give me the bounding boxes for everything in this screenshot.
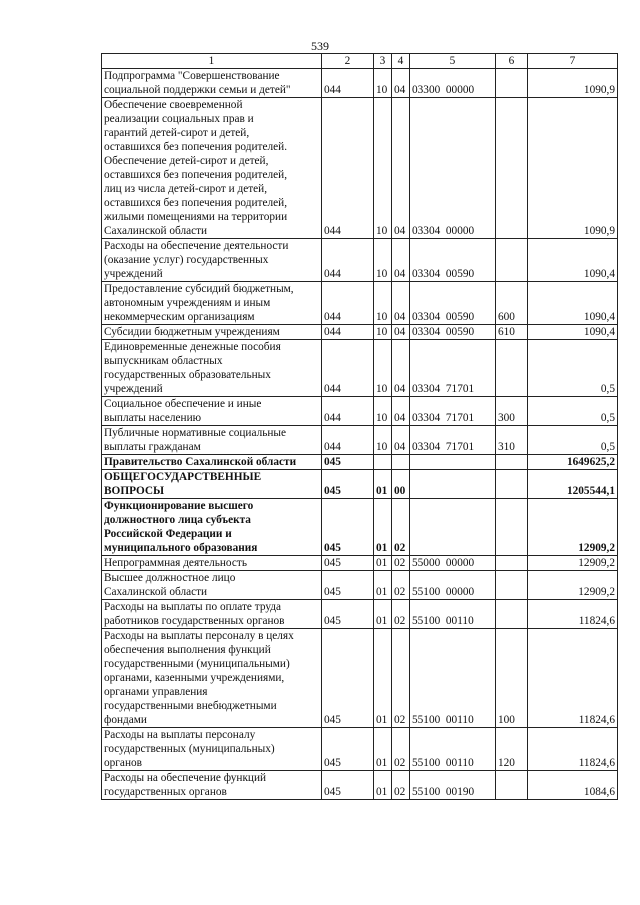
row-amount: 11824,6 [528, 629, 618, 728]
row-code-5: 55100 00110 [410, 629, 496, 728]
row-name: Расходы на обеспечение деятельности (оказание услуг) государственных учреждений [102, 239, 322, 282]
page-number: 539 [311, 39, 329, 53]
row-code-5: 03300 00000 [410, 69, 496, 98]
row-code-2: 045 [322, 571, 374, 600]
table-row [102, 556, 618, 571]
table-row [102, 325, 618, 340]
row-code-6 [496, 499, 528, 556]
column-header: 3 [374, 54, 392, 69]
row-code-3: 10 [374, 69, 392, 98]
row-code-5: 03304 00590 [410, 325, 496, 340]
row-name: Расходы на обеспечение функций государственных органов [102, 771, 322, 800]
table-row [102, 239, 618, 282]
row-code-3: 10 [374, 426, 392, 455]
row-code-2: 045 [322, 600, 374, 629]
row-code-2: 044 [322, 98, 374, 239]
column-header: 6 [496, 54, 528, 69]
row-code-3: 01 [374, 470, 392, 499]
row-amount: 12909,2 [528, 499, 618, 556]
row-code-4: 00 [392, 470, 410, 499]
row-code-3: 10 [374, 397, 392, 426]
row-code-2: 045 [322, 455, 374, 470]
row-name: Единовременные денежные пособия выпускникам областных государственных образовательных учреждений [102, 340, 322, 397]
row-name: Функционирование высшего должностного лица субъекта Российской Федерации и муниципального образования [102, 499, 322, 556]
budget-table [101, 53, 618, 800]
row-code-2: 044 [322, 69, 374, 98]
column-header: 5 [410, 54, 496, 69]
column-header: 4 [392, 54, 410, 69]
row-amount: 1090,9 [528, 69, 618, 98]
row-code-2: 045 [322, 728, 374, 771]
table-row [102, 571, 618, 600]
row-code-5: 55100 00110 [410, 728, 496, 771]
row-code-2: 045 [322, 556, 374, 571]
row-name: Социальное обеспечение и иные выплаты населению [102, 397, 322, 426]
row-code-4 [392, 455, 410, 470]
row-code-4: 02 [392, 556, 410, 571]
row-amount: 1649625,2 [528, 455, 618, 470]
row-code-3: 01 [374, 629, 392, 728]
row-code-2: 045 [322, 629, 374, 728]
column-header: 7 [528, 54, 618, 69]
row-code-4: 04 [392, 239, 410, 282]
row-name: Расходы на выплаты по оплате труда работников государственных органов [102, 600, 322, 629]
row-name: Расходы на выплаты персоналу государственных (муниципальных) органов [102, 728, 322, 771]
row-code-3: 01 [374, 499, 392, 556]
row-name: Непрограммная деятельность [102, 556, 322, 571]
table-row [102, 282, 618, 325]
row-amount: 11824,6 [528, 600, 618, 629]
row-name: ОБЩЕГОСУДАРСТВЕННЫЕ ВОПРОСЫ [102, 470, 322, 499]
row-code-4: 02 [392, 571, 410, 600]
row-code-6 [496, 470, 528, 499]
row-name: Субсидии бюджетным учреждениям [102, 325, 322, 340]
row-amount: 0,5 [528, 340, 618, 397]
table-row [102, 426, 618, 455]
row-code-4: 04 [392, 340, 410, 397]
row-code-5: 55000 00000 [410, 556, 496, 571]
row-amount: 11824,6 [528, 728, 618, 771]
table-row [102, 771, 618, 800]
row-code-2: 044 [322, 340, 374, 397]
row-code-6 [496, 600, 528, 629]
row-code-4: 04 [392, 426, 410, 455]
row-code-4: 04 [392, 397, 410, 426]
column-header: 1 [102, 54, 322, 69]
row-amount: 1090,4 [528, 282, 618, 325]
row-code-6 [496, 556, 528, 571]
row-code-5: 55100 00190 [410, 771, 496, 800]
row-code-6 [496, 69, 528, 98]
row-amount: 0,5 [528, 397, 618, 426]
row-name: Высшее должностное лицо Сахалинской области [102, 571, 322, 600]
row-code-5 [410, 499, 496, 556]
row-name: Правительство Сахалинской области [102, 455, 322, 470]
row-name: Подпрограмма "Совершенствование социальной поддержки семьи и детей" [102, 69, 322, 98]
table-row [102, 629, 618, 728]
row-code-2: 045 [322, 470, 374, 499]
table-row [102, 69, 618, 98]
row-code-4: 02 [392, 629, 410, 728]
row-code-3: 10 [374, 239, 392, 282]
row-code-5 [410, 455, 496, 470]
row-amount: 12909,2 [528, 571, 618, 600]
row-code-2: 044 [322, 325, 374, 340]
row-amount: 1090,4 [528, 239, 618, 282]
table-row [102, 499, 618, 556]
row-code-6: 300 [496, 397, 528, 426]
row-code-6 [496, 455, 528, 470]
row-code-3: 01 [374, 771, 392, 800]
row-code-6: 310 [496, 426, 528, 455]
row-code-3: 10 [374, 98, 392, 239]
table-row [102, 470, 618, 499]
row-code-6: 600 [496, 282, 528, 325]
row-code-6 [496, 239, 528, 282]
row-code-2: 045 [322, 499, 374, 556]
row-code-2: 044 [322, 397, 374, 426]
table-row [102, 728, 618, 771]
row-code-5: 55100 00110 [410, 600, 496, 629]
row-amount: 12909,2 [528, 556, 618, 571]
row-code-2: 044 [322, 239, 374, 282]
row-name: Предоставление субсидий бюджетным, автономным учреждениям и иным некоммерческим организациям [102, 282, 322, 325]
table-row [102, 397, 618, 426]
row-code-3: 01 [374, 728, 392, 771]
row-code-4: 04 [392, 282, 410, 325]
row-code-2: 044 [322, 282, 374, 325]
row-code-5: 03304 00590 [410, 282, 496, 325]
row-code-4: 02 [392, 499, 410, 556]
row-amount: 1084,6 [528, 771, 618, 800]
row-code-5 [410, 470, 496, 499]
row-code-5: 03304 71701 [410, 426, 496, 455]
row-code-3: 01 [374, 571, 392, 600]
row-code-6 [496, 98, 528, 239]
column-header: 2 [322, 54, 374, 69]
row-code-5: 03304 00590 [410, 239, 496, 282]
row-code-2: 045 [322, 771, 374, 800]
row-amount: 1205544,1 [528, 470, 618, 499]
row-code-5: 03304 71701 [410, 340, 496, 397]
header-row [102, 54, 618, 69]
row-code-6 [496, 571, 528, 600]
row-code-3: 10 [374, 282, 392, 325]
row-code-3: 10 [374, 340, 392, 397]
row-code-4: 04 [392, 69, 410, 98]
row-code-5: 03304 00000 [410, 98, 496, 239]
row-amount: 1090,4 [528, 325, 618, 340]
table-row [102, 98, 618, 239]
row-code-4: 02 [392, 728, 410, 771]
row-code-4: 02 [392, 771, 410, 800]
row-code-6: 610 [496, 325, 528, 340]
row-name: Публичные нормативные социальные выплаты гражданам [102, 426, 322, 455]
row-code-4: 02 [392, 600, 410, 629]
row-code-3: 01 [374, 556, 392, 571]
row-code-5: 55100 00000 [410, 571, 496, 600]
row-amount: 0,5 [528, 426, 618, 455]
row-code-6: 100 [496, 629, 528, 728]
row-code-5: 03304 71701 [410, 397, 496, 426]
row-code-2: 044 [322, 426, 374, 455]
table-row [102, 455, 618, 470]
row-code-3: 10 [374, 325, 392, 340]
table-row [102, 600, 618, 629]
table-row [102, 340, 618, 397]
row-code-6 [496, 771, 528, 800]
row-code-4: 04 [392, 98, 410, 239]
row-name: Обеспечение своевременной реализации социальных прав и гарантий детей-сирот и детей, оставшихся без попечения родителей. Обеспечение детей-сирот и детей, оставшихся без попечения родителей, лиц из числа детей-сирот и детей, оставшихся без попечения родителей, жилыми помещениями на территории Сахалинской области [102, 98, 322, 239]
row-code-4: 04 [392, 325, 410, 340]
row-code-3: 01 [374, 600, 392, 629]
row-amount: 1090,9 [528, 98, 618, 239]
row-name: Расходы на выплаты персоналу в целях обеспечения выполнения функций государственными (муниципальными) органами, казенными учреждениями, органами управления государственными внебюджетными фондами [102, 629, 322, 728]
row-code-6 [496, 340, 528, 397]
row-code-3 [374, 455, 392, 470]
row-code-6: 120 [496, 728, 528, 771]
